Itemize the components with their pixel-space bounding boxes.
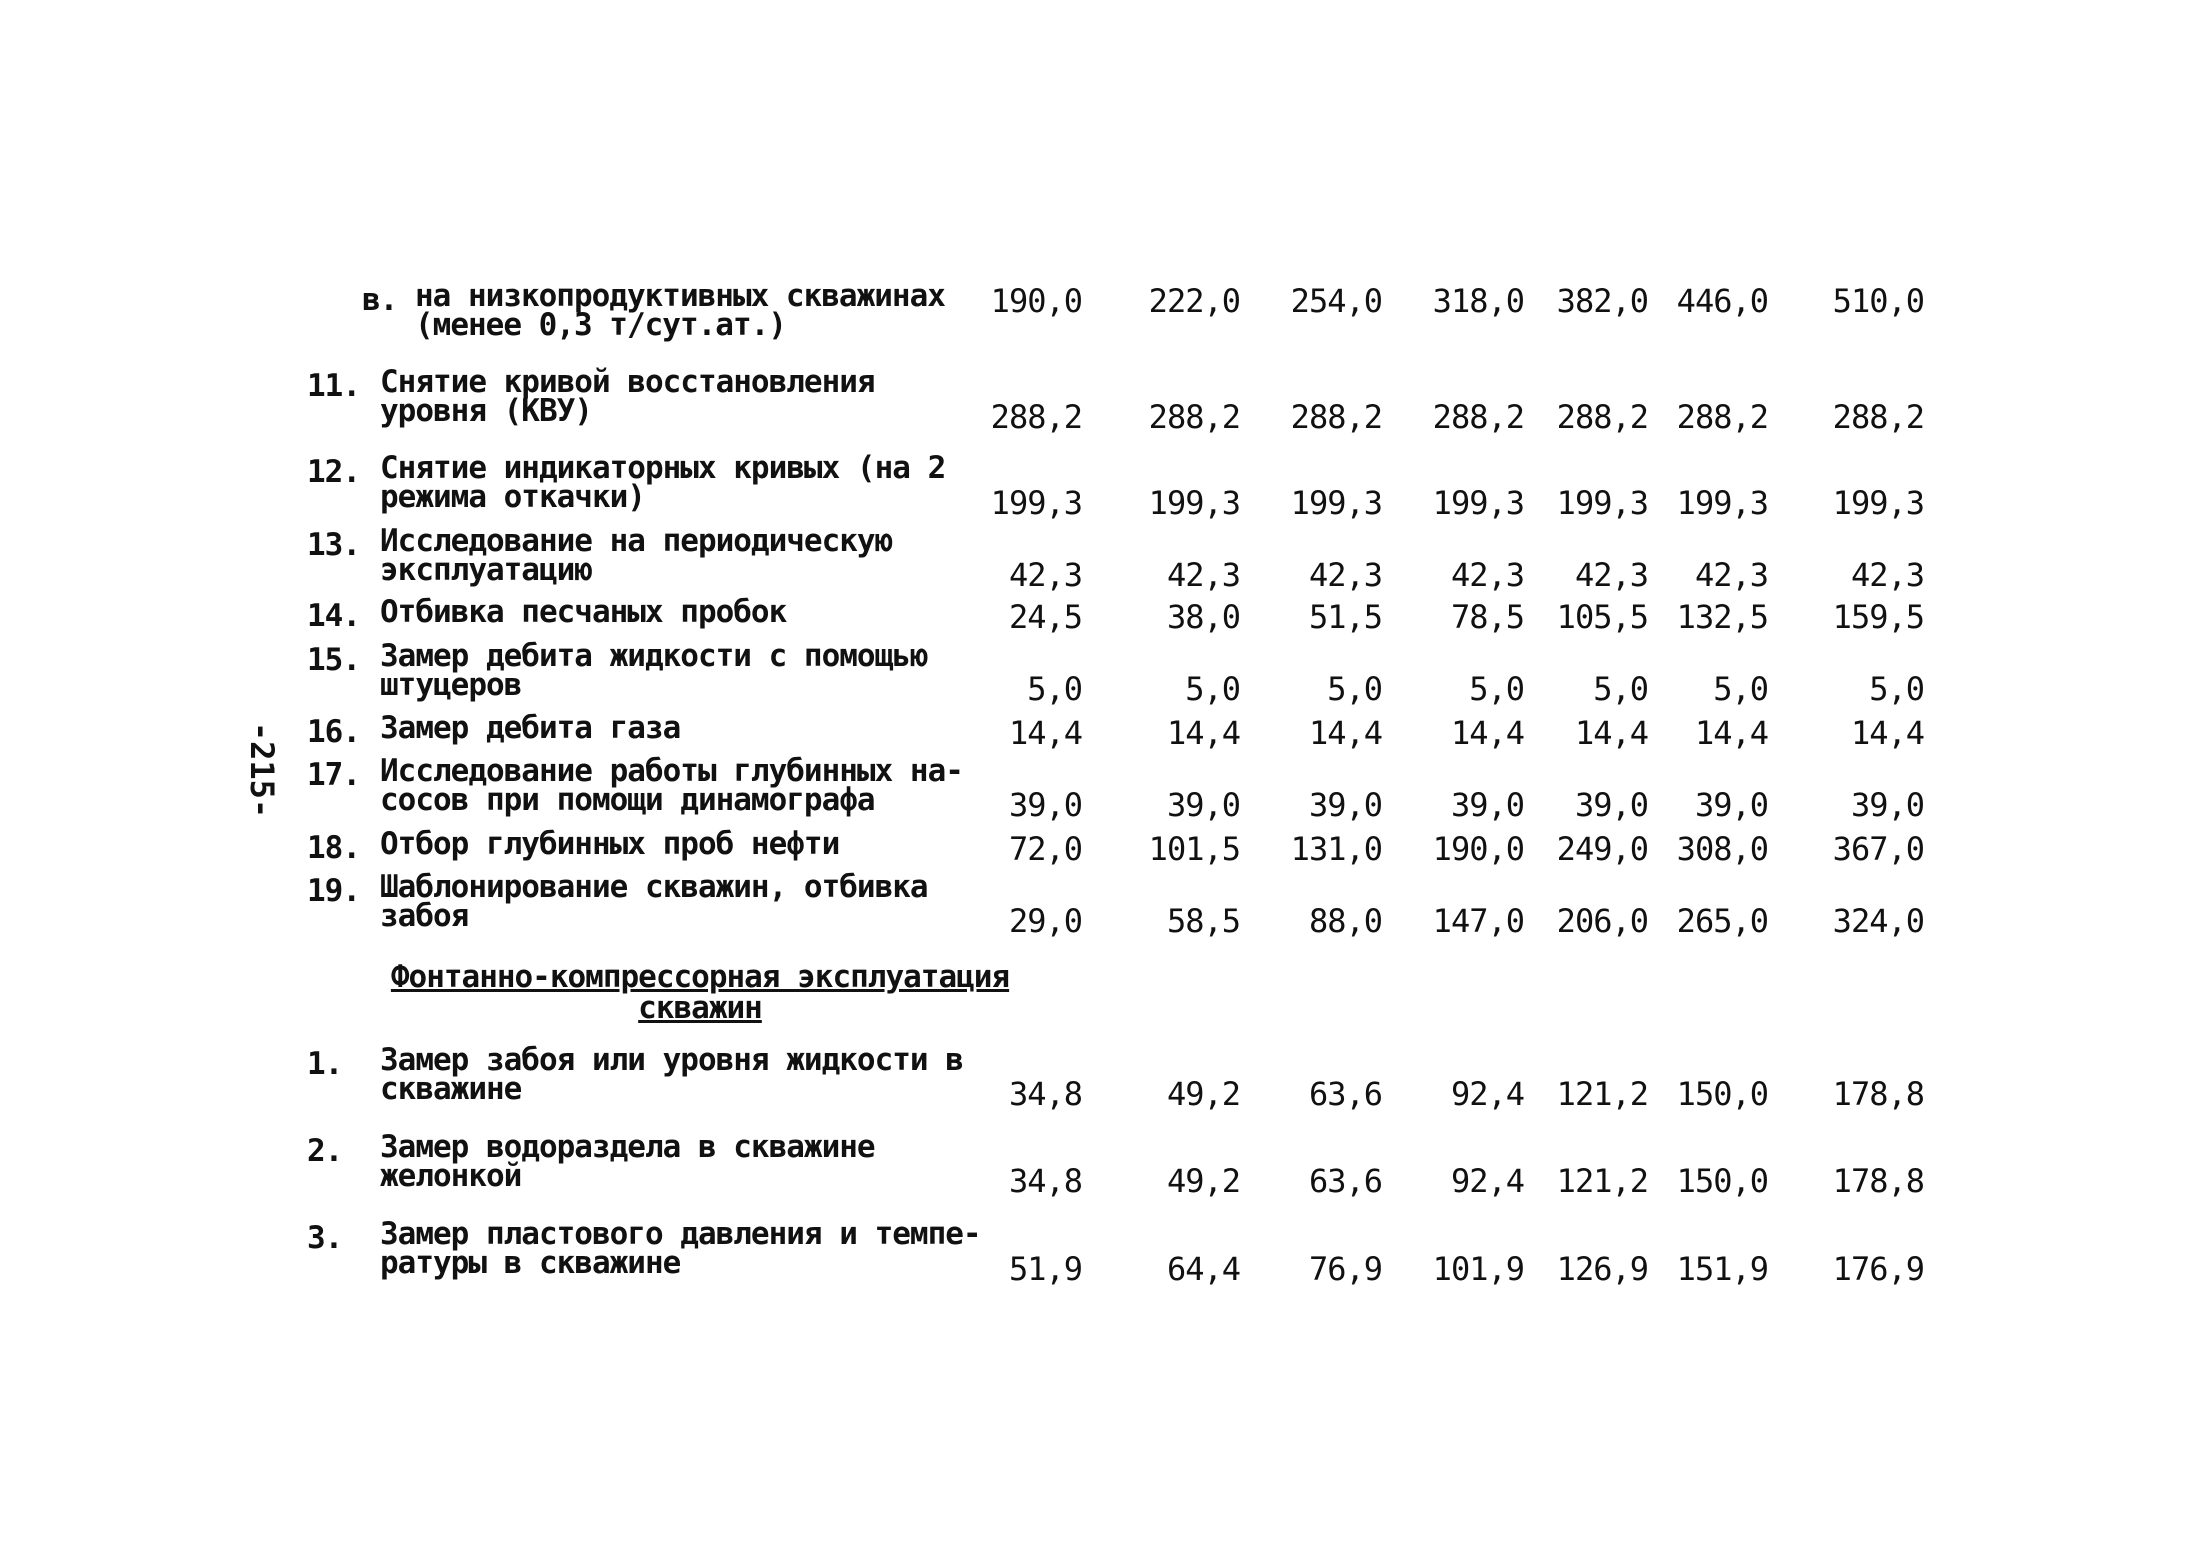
row-description-line: Отбивка песчаных пробок [380, 594, 787, 630]
row-description-line: скважине [380, 1071, 522, 1107]
row-description-line: Замер забоя или уровня жидкости в [380, 1042, 963, 1078]
page-number: -215- [243, 721, 281, 819]
value-cell: 63,6 [1308, 1162, 1382, 1200]
value-cell: 14,4 [1166, 714, 1240, 752]
value-cell: 39,0 [1008, 786, 1082, 824]
value-cell: 178,8 [1832, 1075, 1924, 1113]
row-description [380, 710, 1000, 746]
row-description [380, 1216, 1000, 1281]
value-cell: 14,4 [1308, 714, 1382, 752]
value-cell: 151,9 [1676, 1250, 1768, 1288]
value-cell: 190,0 [1432, 830, 1524, 868]
value-cell: 76,9 [1308, 1250, 1382, 1288]
row-description-line: Снятие индикаторных кривых (на 2 [380, 450, 946, 486]
value-cell: 14,4 [1008, 714, 1082, 752]
value-cell: 42,3 [1308, 556, 1382, 594]
value-cell: 147,0 [1432, 902, 1524, 940]
value-cell: 42,3 [1574, 556, 1648, 594]
value-cell: 206,0 [1556, 902, 1648, 940]
row-description-line: Замер дебита жидкости с помощью [380, 638, 928, 674]
row-description-line: Шаблонирование скважин, отбивка [380, 869, 928, 905]
value-cell: 42,3 [1008, 556, 1082, 594]
section-heading [380, 959, 1020, 1026]
row-description [415, 278, 1035, 343]
value-cell: 131,0 [1290, 830, 1382, 868]
value-cell: 24,5 [1008, 598, 1082, 636]
value-cell: 150,0 [1676, 1162, 1768, 1200]
value-cell: 5,0 [1713, 670, 1768, 708]
section-heading-line-2: скважин [638, 990, 762, 1026]
value-cell: 34,8 [1008, 1162, 1082, 1200]
row-description-line: забоя [380, 898, 469, 934]
value-cell: 199,3 [990, 484, 1082, 522]
value-cell: 14,4 [1850, 714, 1924, 752]
row-description-line: Замер пластового давления и темпе- [380, 1216, 981, 1252]
value-cell: 199,3 [1148, 484, 1240, 522]
value-cell: 254,0 [1290, 282, 1382, 320]
value-cell: 288,2 [1432, 398, 1524, 436]
value-cell: 29,0 [1008, 902, 1082, 940]
row-description-line: ратуры в скважине [380, 1245, 681, 1281]
row-description [380, 869, 1000, 934]
value-cell: 39,0 [1574, 786, 1648, 824]
row-description [380, 753, 1000, 818]
row-number: 11. [307, 368, 360, 404]
value-cell: 150,0 [1676, 1075, 1768, 1113]
value-cell: 42,3 [1166, 556, 1240, 594]
value-cell: 288,2 [1290, 398, 1382, 436]
value-cell: 58,5 [1166, 902, 1240, 940]
row-description-line: эксплуатацию [380, 552, 592, 588]
row-description-line: Снятие кривой восстановления [380, 364, 875, 400]
value-cell: 78,5 [1450, 598, 1524, 636]
value-cell: 288,2 [990, 398, 1082, 436]
value-cell: 178,8 [1832, 1162, 1924, 1200]
row-number: 16. [307, 714, 360, 750]
row-description-line: желонкой [380, 1158, 522, 1194]
value-cell: 382,0 [1556, 282, 1648, 320]
value-cell: 64,4 [1166, 1250, 1240, 1288]
row-description-line: штуцеров [380, 667, 522, 703]
row-number: 19. [307, 873, 360, 909]
row-description [380, 523, 1000, 588]
row-description [380, 364, 1000, 429]
value-cell: 199,3 [1432, 484, 1524, 522]
value-cell: 49,2 [1166, 1075, 1240, 1113]
value-cell: 5,0 [1027, 670, 1082, 708]
value-cell: 39,0 [1166, 786, 1240, 824]
value-cell: 72,0 [1008, 830, 1082, 868]
row-description [380, 638, 1000, 703]
row-description [380, 450, 1000, 515]
row-number: 14. [307, 598, 360, 634]
row-description-line: режима откачки) [380, 479, 645, 515]
value-cell: 318,0 [1432, 282, 1524, 320]
value-cell: 121,2 [1556, 1075, 1648, 1113]
row-number: 1. [307, 1046, 343, 1082]
value-cell: 88,0 [1308, 902, 1382, 940]
value-cell: 121,2 [1556, 1162, 1648, 1200]
value-cell: 51,5 [1308, 598, 1382, 636]
row-description [380, 1129, 1000, 1194]
value-cell: 249,0 [1556, 830, 1648, 868]
value-cell: 38,0 [1166, 598, 1240, 636]
value-cell: 308,0 [1676, 830, 1768, 868]
value-cell: 5,0 [1327, 670, 1382, 708]
value-cell: 324,0 [1832, 902, 1924, 940]
row-number: 12. [307, 454, 360, 490]
value-cell: 5,0 [1469, 670, 1524, 708]
row-description-line: Замер дебита газа [380, 710, 681, 746]
value-cell: 199,3 [1676, 484, 1768, 522]
row-number: 3. [307, 1220, 343, 1256]
row-description [380, 594, 1000, 630]
row-description-line: Замер водораздела в скважине [380, 1129, 875, 1165]
row-number: 15. [307, 642, 360, 678]
value-cell: 34,8 [1008, 1075, 1082, 1113]
value-cell: 288,2 [1676, 398, 1768, 436]
value-cell: 63,6 [1308, 1075, 1382, 1113]
row-description-line: Отбор глубинных проб нефти [380, 826, 840, 862]
value-cell: 42,3 [1694, 556, 1768, 594]
row-number: 17. [307, 757, 360, 793]
value-cell: 5,0 [1593, 670, 1648, 708]
value-cell: 5,0 [1185, 670, 1240, 708]
value-cell: 101,9 [1432, 1250, 1524, 1288]
row-description-line: (менее 0,3 т/сут.ат.) [415, 307, 786, 343]
value-cell: 288,2 [1832, 398, 1924, 436]
value-cell: 199,3 [1290, 484, 1382, 522]
value-cell: 199,3 [1832, 484, 1924, 522]
value-cell: 14,4 [1694, 714, 1768, 752]
value-cell: 14,4 [1450, 714, 1524, 752]
row-description-line: на низкопродуктивных скважинах [415, 278, 945, 314]
row-description [380, 826, 1000, 862]
value-cell: 92,4 [1450, 1162, 1524, 1200]
value-cell: 265,0 [1676, 902, 1768, 940]
value-cell: 105,5 [1556, 598, 1648, 636]
value-cell: 132,5 [1676, 598, 1768, 636]
section-heading-line-1: Фонтанно-компрессорная эксплуатация [390, 959, 1010, 995]
value-cell: 159,5 [1832, 598, 1924, 636]
row-description-line: сосов при помощи динамографа [380, 782, 875, 818]
value-cell: 288,2 [1148, 398, 1240, 436]
value-cell: 288,2 [1556, 398, 1648, 436]
value-cell: 446,0 [1676, 282, 1768, 320]
row-number: 13. [307, 527, 360, 563]
value-cell: 222,0 [1148, 282, 1240, 320]
value-cell: 42,3 [1450, 556, 1524, 594]
value-cell: 39,0 [1450, 786, 1524, 824]
row-number: в. [362, 282, 398, 318]
value-cell: 14,4 [1574, 714, 1648, 752]
row-number: 18. [307, 830, 360, 866]
row-description-line: уровня (КВУ) [380, 393, 592, 429]
value-cell: 190,0 [990, 282, 1082, 320]
value-cell: 42,3 [1850, 556, 1924, 594]
value-cell: 199,3 [1556, 484, 1648, 522]
row-description-line: Исследование на периодическую [380, 523, 893, 559]
value-cell: 510,0 [1832, 282, 1924, 320]
row-number: 2. [307, 1133, 343, 1169]
value-cell: 39,0 [1308, 786, 1382, 824]
value-cell: 49,2 [1166, 1162, 1240, 1200]
row-description [380, 1042, 1000, 1107]
value-cell: 39,0 [1850, 786, 1924, 824]
value-cell: 126,9 [1556, 1250, 1648, 1288]
value-cell: 92,4 [1450, 1075, 1524, 1113]
value-cell: 367,0 [1832, 830, 1924, 868]
value-cell: 101,5 [1148, 830, 1240, 868]
value-cell: 51,9 [1008, 1250, 1082, 1288]
value-cell: 176,9 [1832, 1250, 1924, 1288]
value-cell: 39,0 [1694, 786, 1768, 824]
value-cell: 5,0 [1869, 670, 1924, 708]
row-description-line: Исследование работы глубинных на- [380, 753, 963, 789]
